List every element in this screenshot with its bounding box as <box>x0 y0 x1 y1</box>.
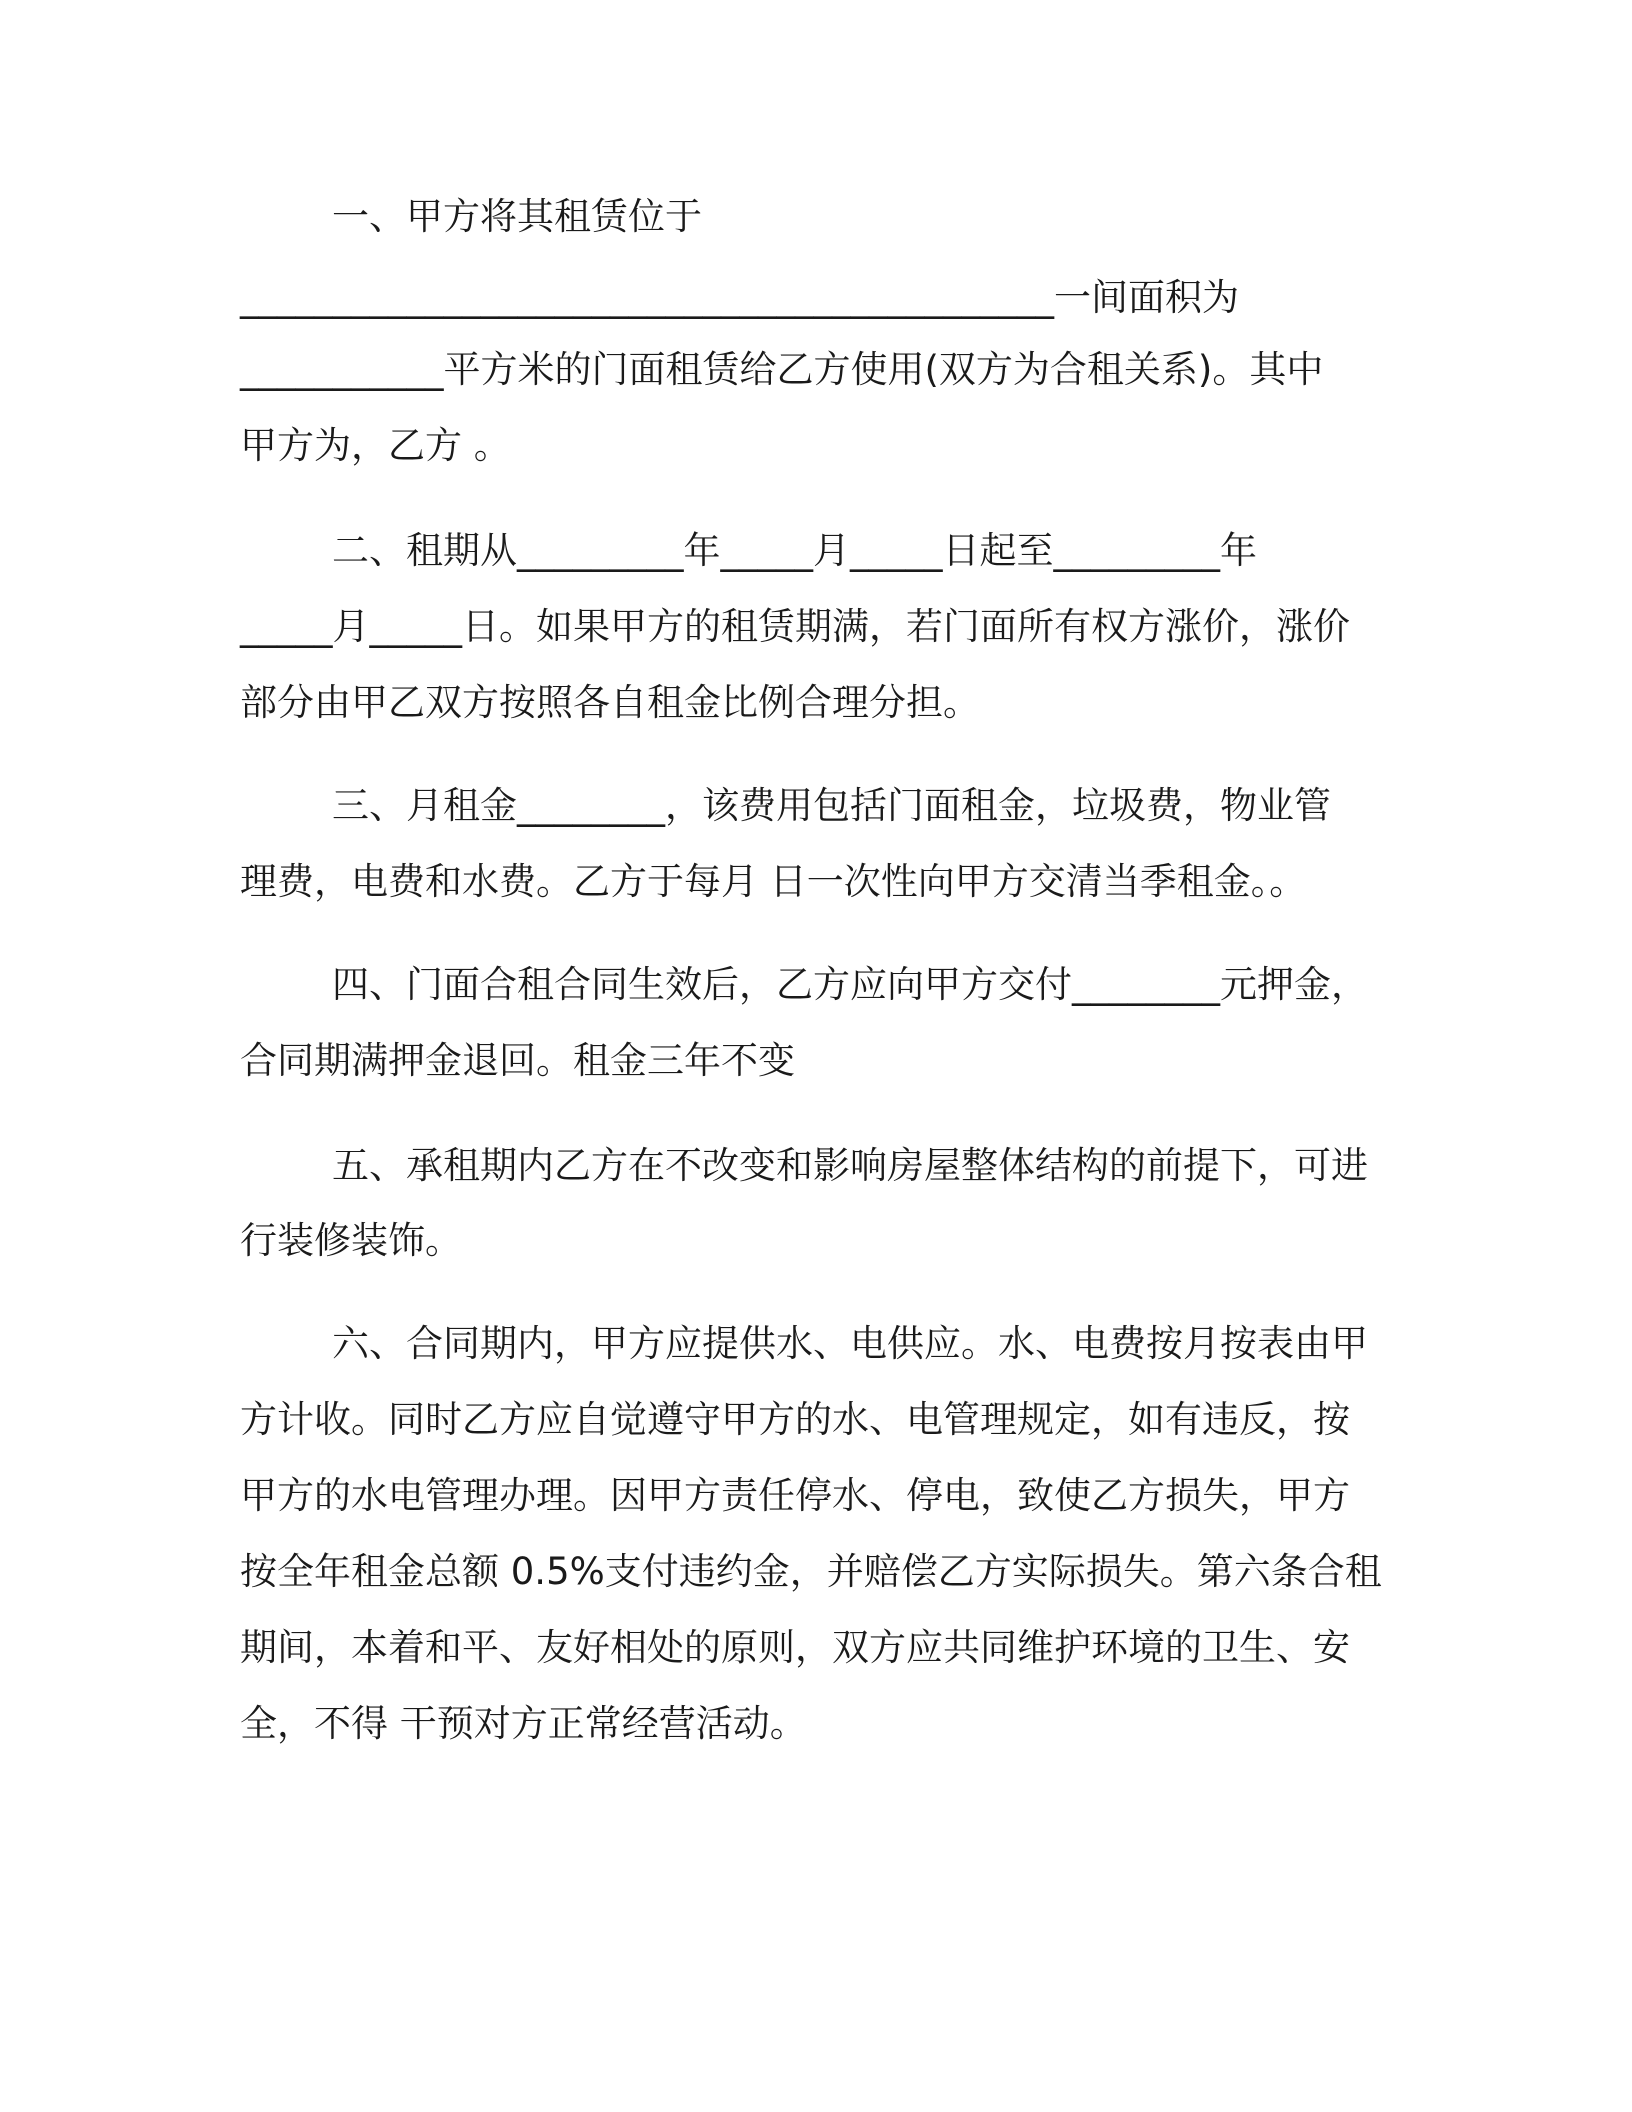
clause-6-line-2: 方计收。同时乙方应自觉遵守甲方的水、电管理规定，如有违反，按 <box>240 1398 1350 1441</box>
clause-5-line-1: 五、承租期内乙方在不改变和影响房屋整体结构的前提下，可进 <box>332 1144 1368 1187</box>
clause-4-line-1: 四、门面合租合同生效后，乙方应向甲方交付________元押金， <box>332 963 1368 1006</box>
clause-5-line-2: 行装修装饰。 <box>240 1219 462 1262</box>
clause-2-line-2: _____月_____日。如果甲方的租赁期满，若门面所有权方涨价，涨价 <box>240 605 1350 648</box>
clause-3-line-1: 三、月租金________，该费用包括门面租金，垃圾费，物业管 <box>332 784 1331 827</box>
clause-3-line-2: 理费，电费和水费。乙方于每月 日一次性向甲方交清当季租金。。 <box>240 860 1307 903</box>
clause-2-line-3: 部分由甲乙双方按照各自租金比例合理分担。 <box>240 681 980 724</box>
clause-1-line-2: ____________________________________________一间面积为 <box>240 276 1239 319</box>
clause-6-line-6: 全，不得 干预对方正常经营活动。 <box>240 1702 807 1745</box>
clause-6-line-3: 甲方的水电管理办理。因甲方责任停水、停电，致使乙方损失，甲方 <box>240 1474 1350 1517</box>
clause-1-line-3: ___________平方米的门面租赁给乙方使用(双方为合租关系)。其中 <box>240 348 1324 391</box>
clause-4-line-2: 合同期满押金退回。租金三年不变 <box>240 1039 795 1082</box>
clause-6-line-5: 期间，本着和平、友好相处的原则，双方应共同维护环境的卫生、安 <box>240 1626 1350 1669</box>
clause-1-line-1: 一、甲方将其租赁位于 <box>332 195 702 238</box>
clause-2-line-1: 二、租期从_________年_____月_____日起至_________年 <box>332 529 1257 572</box>
clause-1-line-4: 甲方为，乙方 。 <box>240 424 511 467</box>
clause-6-line-4: 按全年租金总额 0.5%支付违约金，并赔偿乙方实际损失。第六条合租 <box>240 1550 1382 1593</box>
clause-6-line-1: 六、合同期内，甲方应提供水、电供应。水、电费按月按表由甲 <box>332 1322 1368 1365</box>
